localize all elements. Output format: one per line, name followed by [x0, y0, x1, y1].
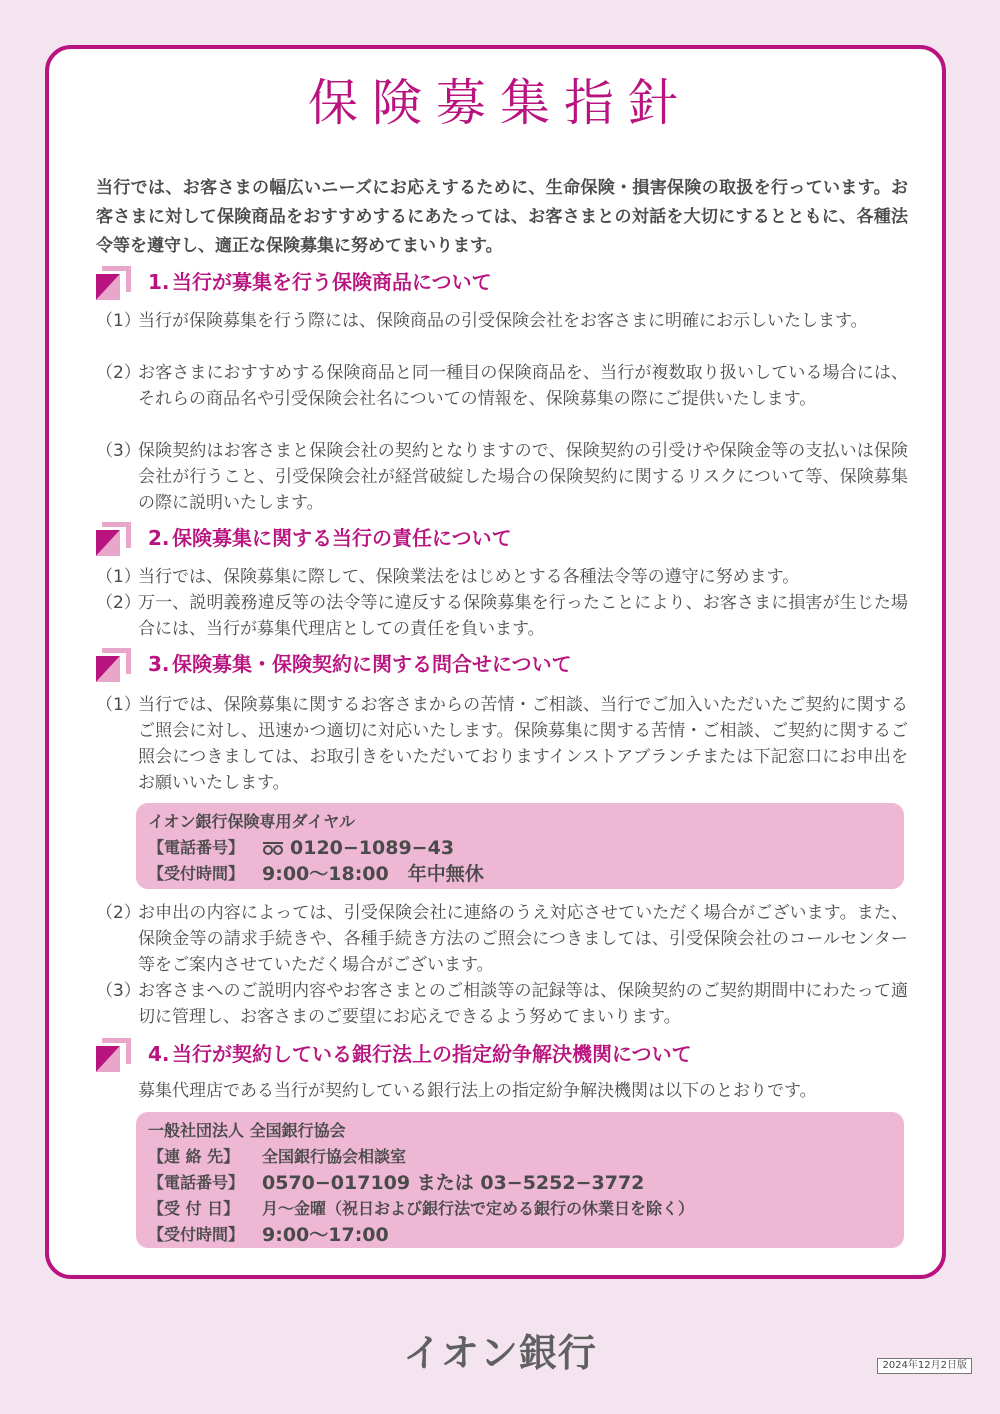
section-marker-icon — [96, 266, 131, 300]
hours-value: 9:00～18:00 年中無休 — [262, 863, 484, 885]
hours-label: 【受付時間】 — [148, 864, 245, 883]
item-text: お申出の内容によっては、引受保険会社に連絡のうえ対応させていただく場合がございます。また、保険金等の請求手続きや、各種手続き方法のご照会につきましては、引受保険会社のコールセンター等をご案内させていただく場合がございます。 — [138, 903, 908, 975]
item-number: （3） — [96, 981, 141, 1001]
free-dial-icon — [262, 841, 284, 855]
phone-label: 【電話番号】 — [148, 838, 245, 857]
list-item — [96, 360, 908, 412]
days-row — [148, 1196, 892, 1222]
contact-label: 【連 絡 先】 — [148, 1147, 240, 1166]
phone-number[interactable]: 0570−017109 または 03−5252−3772 — [262, 1172, 645, 1194]
list-item — [96, 692, 908, 796]
item-number: （2） — [96, 903, 141, 923]
dispute-org-box — [136, 1112, 904, 1248]
item-number: （3） — [96, 441, 141, 461]
section-1-heading — [96, 266, 908, 300]
intro-text: 当行では、お客さまの幅広いニーズにお応えするために、生命保険・損害保険の取扱を行っています。お客さまに対して保険商品をおすすめするにあたっては、お客さまとの対話を大切にするとともに、各種法令等を遵守し、適正な保険募集に努めてまいります。 — [96, 178, 908, 256]
box-title-row — [148, 1118, 892, 1144]
phone-row — [148, 1170, 892, 1196]
item-number: （1） — [96, 567, 141, 587]
section-number: 2. — [148, 526, 170, 550]
bank-logo: イオン銀行 — [403, 1331, 597, 1375]
section-marker-icon — [96, 1038, 131, 1072]
item-text: お客さまへのご説明内容やお客さまとのご相談等の記録等は、保険契約のご契約期間中にわたって適切に管理し、お客さまのご要望にお応えできるよう努めてまいります。 — [138, 981, 908, 1027]
list-item — [96, 900, 908, 978]
hours-label: 【受付時間】 — [148, 1225, 245, 1244]
item-number: （1） — [96, 695, 141, 715]
item-text: 当行が保険募集を行う際には、保険商品の引受保険会社をお客さまに明確にお示しいたします。 — [138, 311, 868, 331]
section-3-heading — [96, 648, 908, 682]
item-number: （1） — [96, 311, 141, 331]
box-title: イオン銀行保険専用ダイヤル — [148, 812, 356, 831]
contact-value: 全国銀行協会相談室 — [262, 1147, 407, 1166]
item-text: 保険契約はお客さまと保険会社の契約となりますので、保険契約の引受けや保険金等の支払いは保険会社が行うこと、引受保険会社が経営破綻した場合の保険契約に関するリスクについて等、保険募集の際に説明いたします。 — [138, 441, 908, 513]
hours-row — [148, 1222, 892, 1248]
list-item — [96, 590, 908, 642]
section-4-heading — [96, 1038, 908, 1072]
page-title: 保険募集指針 — [308, 74, 692, 132]
section-marker-icon — [96, 522, 131, 556]
section-number: 4. — [148, 1042, 170, 1066]
days-value: 月～金曜（祝日および銀行法で定める銀行の休業日を除く） — [262, 1199, 695, 1218]
days-label: 【受 付 日】 — [148, 1199, 240, 1218]
phone-number[interactable]: 0120−1089−43 — [290, 837, 455, 859]
box-title-row — [148, 809, 892, 835]
phone-row — [148, 835, 892, 861]
section-title: 当行が契約している銀行法上の指定紛争解決機関について — [172, 1042, 692, 1066]
section-4-lead: 募集代理店である当行が契約している銀行法上の指定紛争解決機関は以下のとおりです。 — [138, 1081, 817, 1101]
section-number: 3. — [148, 652, 170, 676]
section-number: 1. — [148, 270, 170, 294]
item-text: 当行では、保険募集に関するお客さまからの苦情・ご相談、当行でご加入いただいたご契約に関するご照会に対し、迅速かつ適切に対応いたします。保険募集に関する苦情・ご相談、ご契約に関するご照会につきましては、お取引きをいただいておりますインストアブランチまたは下記窓口にお申出をお願いいたします。 — [138, 695, 908, 793]
section-title: 保険募集に関する当行の責任について — [172, 526, 512, 550]
list-item — [96, 308, 908, 334]
phone-label: 【電話番号】 — [148, 1173, 245, 1192]
item-number: （2） — [96, 593, 141, 613]
section-title: 保険募集・保険契約に関する問合せについて — [172, 652, 572, 676]
edition-date: 2024年12月2日版 — [877, 1358, 972, 1374]
hours-value: 9:00～17:00 — [262, 1224, 389, 1246]
contact-row — [148, 1144, 892, 1170]
item-number: （2） — [96, 363, 141, 383]
item-text: 当行では、保険募集に際して、保険業法をはじめとする各種法令等の遵守に努めます。 — [138, 567, 800, 587]
list-item — [96, 978, 908, 1030]
phone-value-wrapper — [262, 835, 454, 861]
insurance-dial-box — [136, 803, 904, 889]
section-title: 当行が募集を行う保険商品について — [172, 270, 492, 294]
hours-row — [148, 861, 892, 887]
item-text: お客さまにおすすめする保険商品と同一種目の保険商品を、当行が複数取り扱いしている場合には、それらの商品名や引受保険会社名についての情報を、保険募集の際にご提供いたします。 — [138, 363, 908, 409]
section-2-heading — [96, 522, 908, 556]
box-title: 一般社団法人 全国銀行協会 — [148, 1121, 346, 1140]
item-text: 万一、説明義務違反等の法令等に違反する保険募集を行ったことにより、お客さまに損害が生じた場合には、当行が募集代理店としての責任を負います。 — [138, 593, 908, 639]
list-item — [96, 564, 908, 590]
list-item — [96, 438, 908, 516]
section-marker-icon — [96, 648, 131, 682]
